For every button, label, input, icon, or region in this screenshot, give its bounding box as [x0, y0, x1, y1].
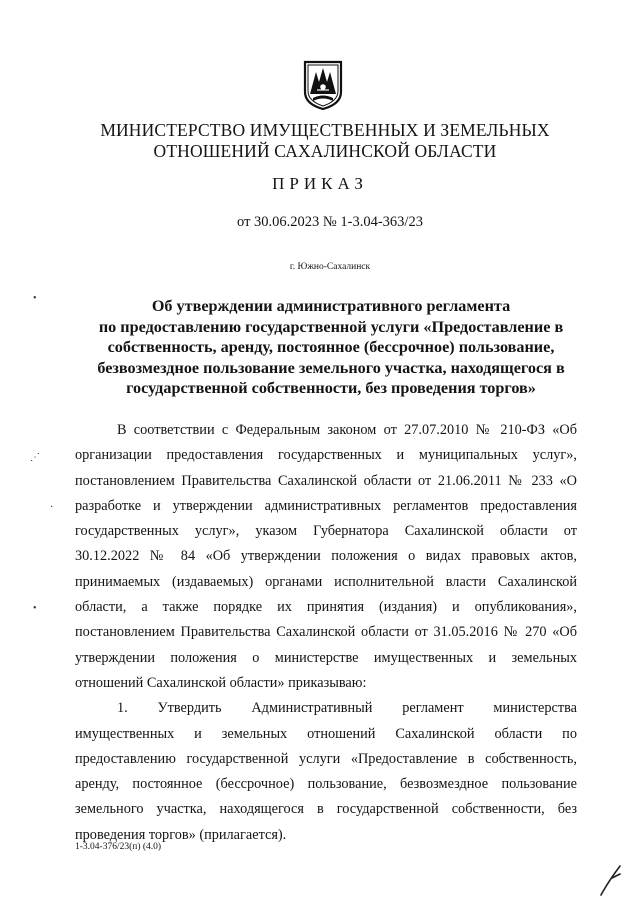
body-line: области, а также порядке их принятия (издания) и опубликования»,: [75, 599, 577, 616]
body-line: предоставлению государственной услуги «Предоставление в собственность,: [75, 750, 577, 767]
body-line: утверждении положения о министерстве имущественных и земельных: [75, 649, 577, 666]
coat-of-arms-emblem: [302, 60, 344, 110]
scan-speck: ·: [50, 502, 54, 513]
body-line: организации предоставления государственных и муниципальных услуг»,: [75, 447, 577, 464]
title-line: по предоставлению государственной услуги «Предоставление в: [98, 317, 564, 336]
body-line: проведения торгов» (прилагается).: [75, 826, 287, 843]
body-line: государственных услуг», указом Губернатора Сахалинской области от: [75, 523, 577, 540]
document-title: [72, 296, 590, 399]
body-line: земельного участка, находящегося в государственной собственности, без: [75, 801, 577, 818]
document-body: [75, 418, 577, 848]
body-line: В соответствии с Федеральным законом от 27.07.2010 № 210-ФЗ «Об: [117, 422, 577, 438]
scan-speck: •: [33, 603, 37, 614]
body-line: 1. Утвердить Административный регламент министерства: [117, 700, 577, 717]
document-code: 1-3.04-376/23(п) (4.0): [75, 842, 162, 852]
ministry-name: [60, 120, 590, 162]
body-line: принимаемых (издаваемых) органами исполнительной власти Сахалинской: [75, 573, 577, 590]
title-line: Об утверждении административного регламента: [151, 297, 511, 315]
body-line: 30.12.2022 № 84 «Об утверждении положения о видах правовых актов,: [75, 548, 577, 565]
body-line: аренду, постоянное (бессрочное) пользование, безвозмездное пользование: [75, 776, 577, 793]
body-line: разработке и утверждении административных регламентов предоставления: [75, 497, 577, 514]
title-line: государственной собственности, без проведения торгов»: [126, 379, 536, 397]
title-line: собственность, аренду, постоянное (бессрочное) пользование,: [107, 338, 555, 356]
body-line: постановлением Правительства Сахалинской области от 31.05.2016 № 270 «Об: [75, 624, 577, 641]
body-line: имущественных и земельных отношений Сахалинской области по: [75, 725, 577, 742]
ministry-name-line: ОТНОШЕНИЙ САХАЛИНСКОЙ ОБЛАСТИ: [153, 141, 497, 161]
document-number: от 30.06.2023 № 1-3.04-363/23: [237, 214, 423, 230]
body-line: постановлением Правительства Сахалинской области от 21.06.2011 № 233 «О: [75, 472, 577, 489]
scan-speck: ⋰: [30, 452, 40, 463]
scan-speck: •: [33, 293, 37, 304]
title-line: безвозмездное пользование земельного участка, находящегося в: [97, 358, 565, 377]
ministry-name-line: МИНИСТЕРСТВО ИМУЩЕСТВЕННЫХ И ЗЕМЕЛЬНЫХ: [100, 120, 550, 140]
body-line: отношений Сахалинской области» приказываю:: [75, 674, 367, 691]
city-name: г. Южно-Сахалинск: [289, 262, 371, 272]
document-type: ПРИКАЗ: [272, 174, 368, 193]
handwritten-mark: [598, 862, 624, 898]
